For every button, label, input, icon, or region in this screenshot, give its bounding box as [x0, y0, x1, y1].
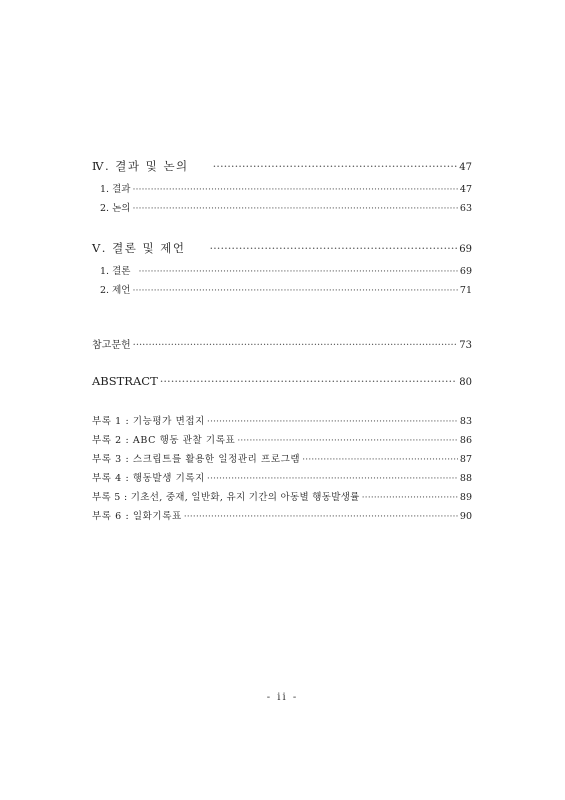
toc-page-number: 71	[459, 285, 472, 296]
leader-dots	[184, 511, 458, 522]
toc-page-number: 69	[459, 244, 472, 255]
toc-page-number: 80	[459, 377, 472, 388]
toc-page-number: 89	[459, 492, 472, 503]
toc-entry-label: 부록 5 : 기초선, 중재, 일반화, 유지 기간의 아동별 행동발생률	[92, 492, 360, 503]
toc-page-number: 63	[459, 203, 472, 214]
toc-appendix[interactable]	[92, 413, 472, 427]
toc-section[interactable]	[92, 200, 472, 214]
page-number-footer: - ii -	[266, 692, 299, 703]
toc-entry-label: 부록 1 : 기능평가 면접지	[92, 416, 205, 427]
toc-appendix[interactable]	[92, 451, 472, 465]
leader-dots	[207, 416, 458, 427]
toc-page-number: 47	[459, 162, 472, 173]
toc-section[interactable]	[92, 263, 472, 277]
toc-chapter-5[interactable]	[92, 240, 472, 256]
toc-appendix[interactable]	[92, 432, 472, 446]
toc-page-number: 87	[459, 454, 472, 465]
toc-page-number: 86	[459, 435, 472, 446]
leader-dots	[160, 374, 458, 388]
toc-entry-label: 1. 결과	[100, 184, 131, 195]
toc-chapter-4[interactable]	[92, 158, 472, 174]
leader-dots	[132, 184, 457, 195]
leader-dots	[302, 454, 458, 465]
leader-dots	[132, 285, 457, 296]
toc-page-number: 83	[459, 416, 472, 427]
toc-appendix[interactable]	[92, 508, 472, 522]
leader-dots	[237, 435, 458, 446]
toc-entry-label: Ⅳ. 결과 및 논의	[92, 159, 189, 173]
toc-abstract[interactable]	[92, 374, 472, 388]
toc-page-number: 73	[459, 340, 472, 351]
toc-entry-label: 부록 2 : ABC 행동 관찰 기록표	[92, 435, 236, 446]
toc-entry-label: 2. 제언	[100, 285, 131, 296]
toc-references[interactable]	[92, 336, 472, 351]
toc-entry-label: ABSTRACT	[92, 374, 158, 388]
toc-page-number: 69	[459, 266, 472, 277]
toc-section[interactable]	[92, 282, 472, 296]
toc-entry-label: 1. 결론	[100, 266, 131, 277]
leader-dots	[132, 203, 457, 214]
toc-page-number: 88	[459, 473, 472, 484]
leader-dots	[213, 159, 458, 173]
leader-dots	[138, 266, 457, 277]
leader-dots	[362, 492, 458, 503]
toc-appendix[interactable]	[92, 470, 472, 484]
toc-page-number: 90	[459, 511, 472, 522]
toc-entry-label: 2. 논의	[100, 203, 131, 214]
toc-entry-label: 부록 4 : 행동발생 기록지	[92, 473, 205, 484]
leader-dots	[133, 340, 458, 351]
toc-section[interactable]	[92, 181, 472, 195]
toc-entry-label: Ⅴ. 결론 및 제언	[92, 241, 186, 255]
toc-page-number: 47	[459, 184, 472, 195]
leader-dots	[209, 241, 457, 255]
leader-dots	[207, 473, 458, 484]
toc-entry-label: 부록 6 : 일화기록표	[92, 511, 182, 522]
toc-entry-label: 부록 3 : 스크립트를 활용한 일정관리 프로그램	[92, 454, 301, 465]
toc-entry-label: 참고문헌	[92, 340, 131, 351]
toc-appendix[interactable]	[92, 489, 472, 503]
